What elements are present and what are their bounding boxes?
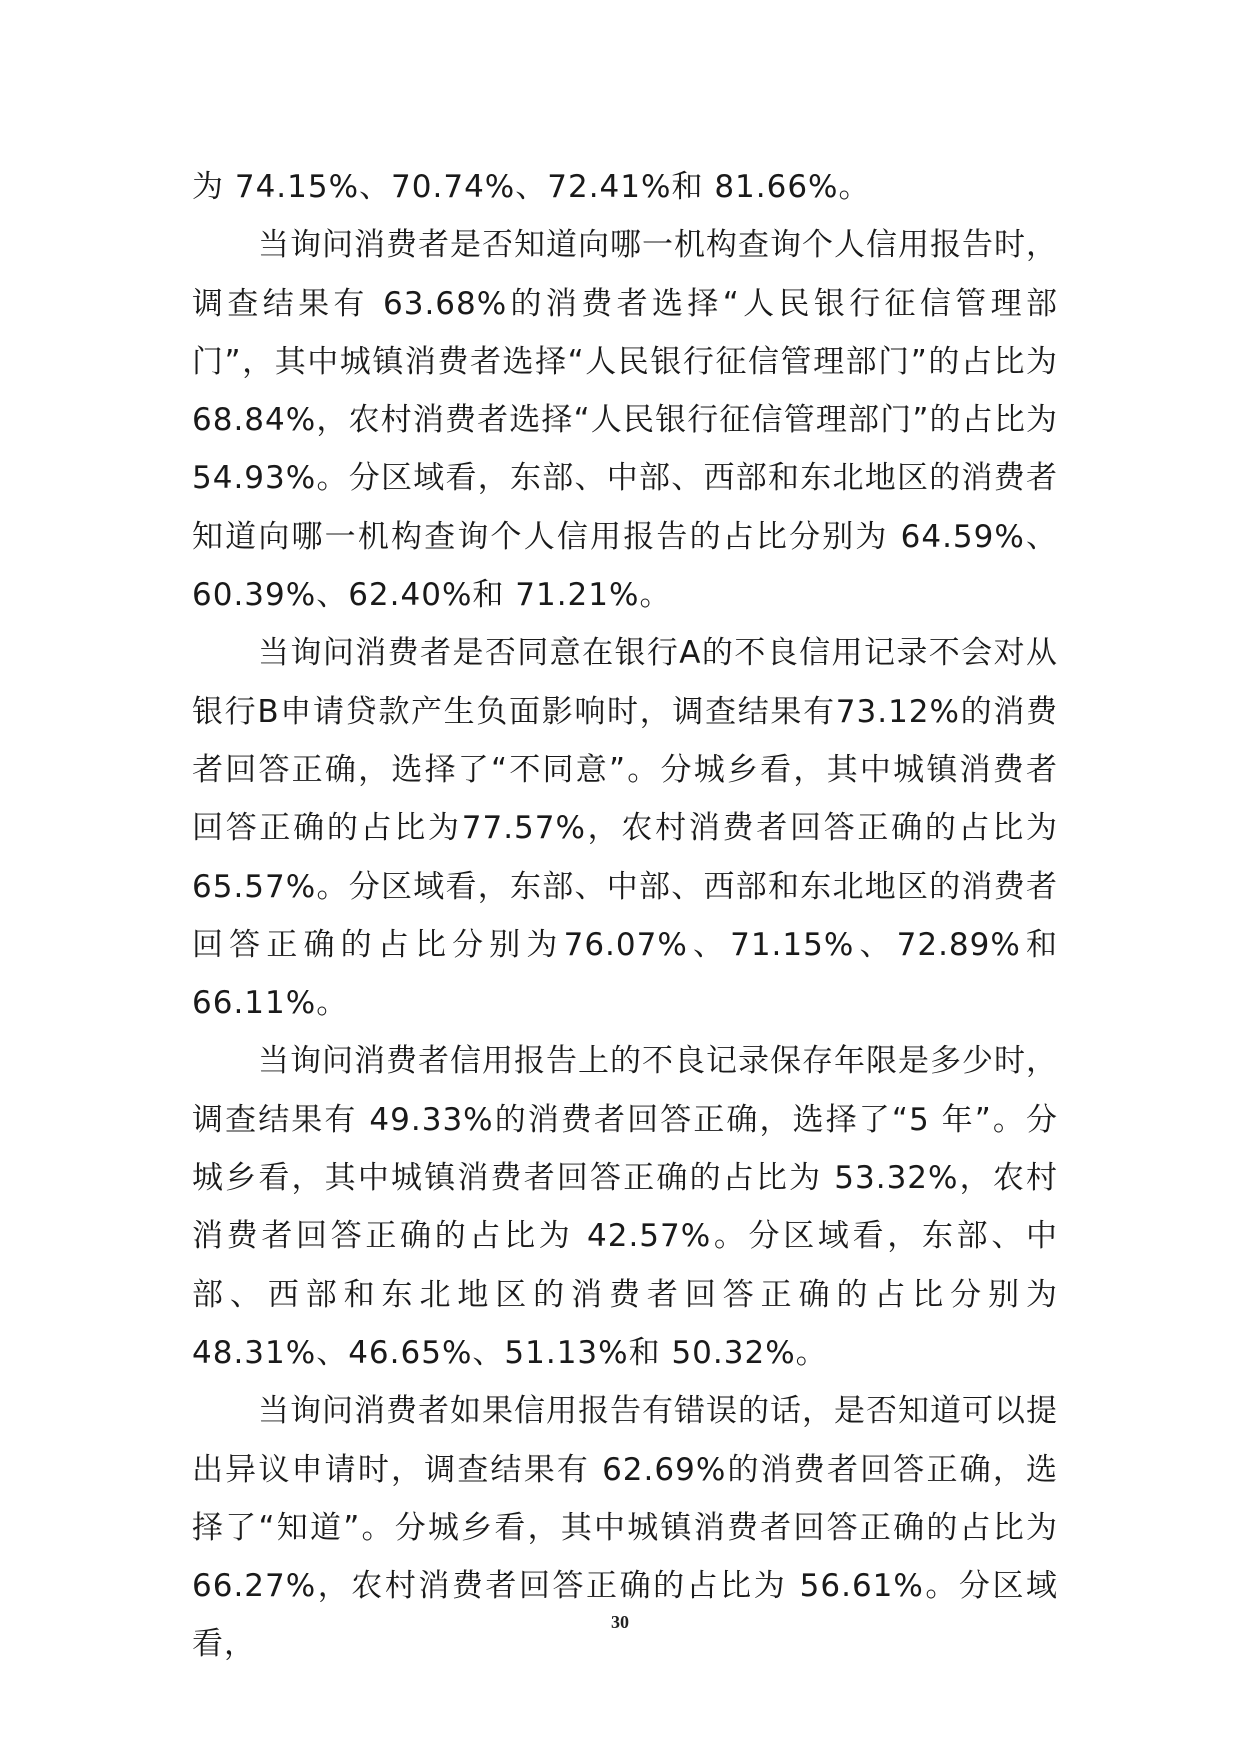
page-body bbox=[192, 158, 1058, 1674]
paragraph-credit-report-query-institution: 当询问消费者是否知道向哪一机构查询个人信用报告时，调查结果有 63.68%的消费者选择“人民银行征信管理部门”，其中城镇消费者选择“人民银行征信管理部门”的占比为 68.84%，农村消费者选择“人民银行征信管理部门”的占比为 54.93%。分区域看，东部、中部、西部和东北地区的消费者知道向哪一机构查询个人信用报告的占比分别为 64.59%、60.39%、62.40%和 71.21%。 bbox=[192, 227, 1058, 614]
paragraph-bad-credit-record-impact: 当询问消费者是否同意在银行A的不良信用记录不会对从银行B申请贷款产生负面影响时，调查结果有73.12%的消费者回答正确，选择了“不同意”。分城乡看，其中城镇消费者回答正确的占比为77.57%，农村消费者回答正确的占比为65.57%。分区域看，东部、中部、西部和东北地区的消费者回答正确的占比分别为76.07%、71.15%、72.89%和66.11%。 bbox=[192, 635, 1058, 1022]
page-number: 30 bbox=[611, 1612, 629, 1632]
paragraph-continuation: 为 74.15%、70.74%、72.41%和 81.66%。 bbox=[192, 169, 871, 205]
paragraph-credit-report-dispute: 当询问消费者如果信用报告有错误的话，是否知道可以提出异议申请时，调查结果有 62.69%的消费者回答正确，选择了“知道”。分城乡看，其中城镇消费者回答正确的占比为 66.27%，农村消费者回答正确的占比为 56.61%。分区域看， bbox=[192, 1393, 1058, 1663]
paragraph-bad-record-retention-period: 当询问消费者信用报告上的不良记录保存年限是多少时，调查结果有 49.33%的消费者回答正确，选择了“5 年”。分城乡看，其中城镇消费者回答正确的占比为 53.32%，农村消费者回答正确的占比为 42.57%。分区域看，东部、中部、西部和东北地区的消费者回答正确的占比分别为 48.31%、46.65%、51.13%和 50.32%。 bbox=[192, 1043, 1058, 1371]
